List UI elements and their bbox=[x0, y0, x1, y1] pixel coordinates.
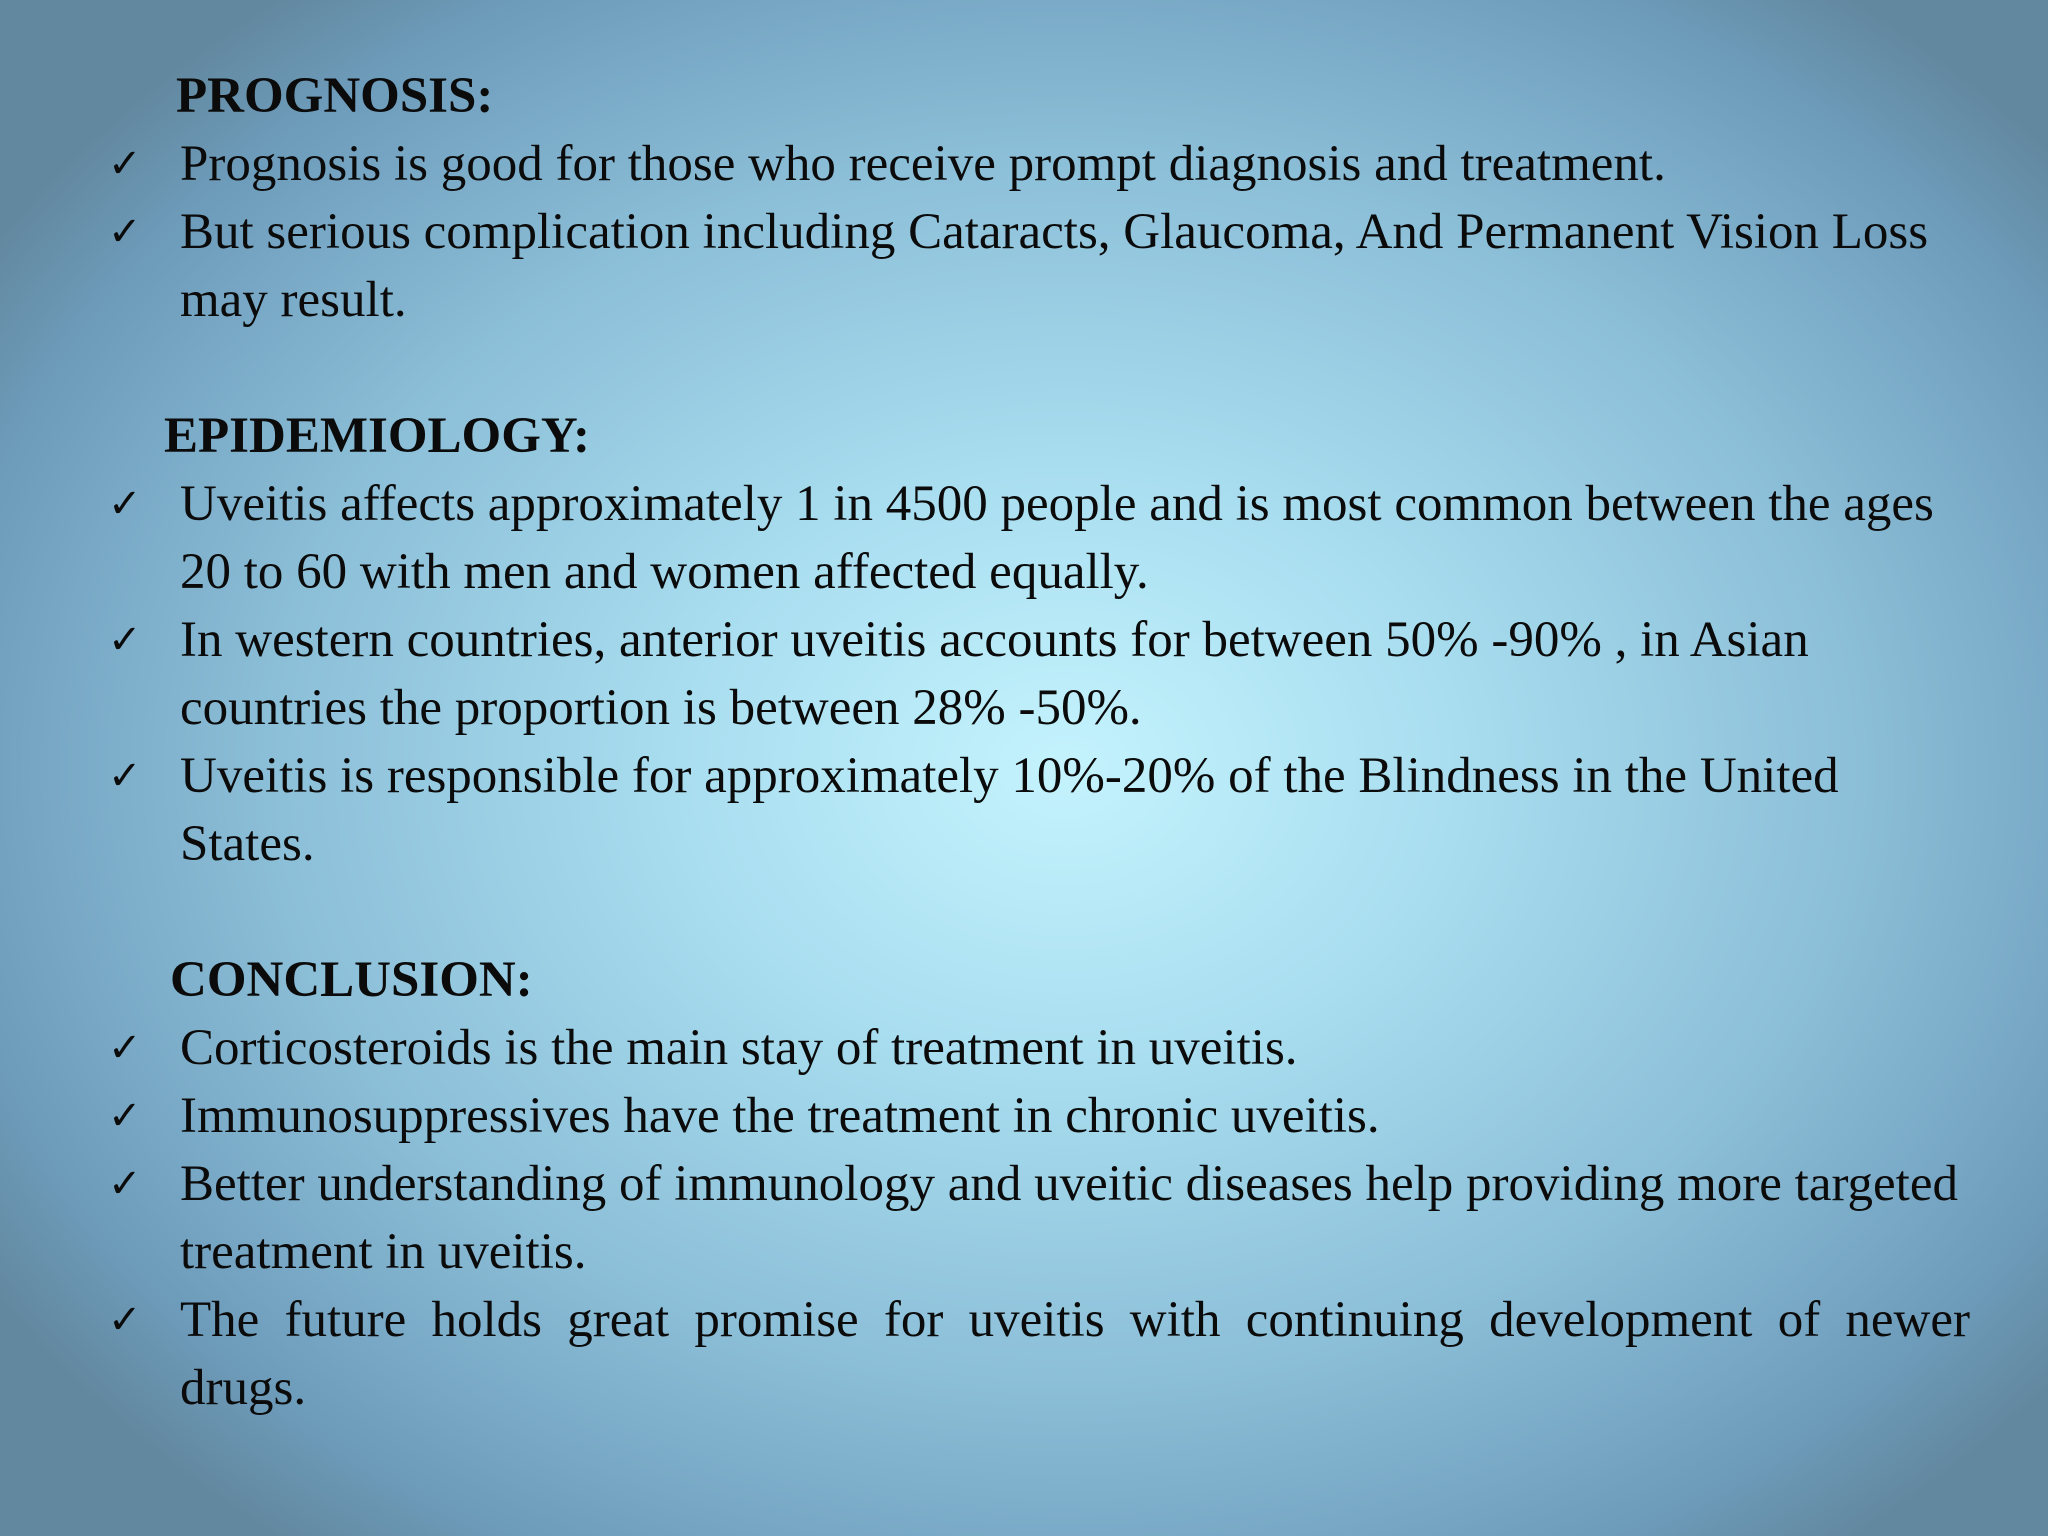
checkmark-icon: ✓ bbox=[108, 617, 142, 663]
checkmark-icon: ✓ bbox=[108, 209, 142, 255]
list-item bbox=[100, 198, 1970, 334]
list-item-text: In western countries, anterior uveitis accounts for between 50% -90% , in Asian countries the proportion is between 28% -50%. bbox=[180, 612, 1809, 736]
epidemiology-heading: EPIDEMIOLOGY: bbox=[164, 408, 591, 464]
checkmark-icon: ✓ bbox=[108, 753, 142, 799]
slide-content bbox=[100, 62, 1970, 1422]
prognosis-heading: PROGNOSIS: bbox=[176, 68, 494, 124]
list-item bbox=[100, 470, 1970, 606]
list-item bbox=[100, 1286, 1970, 1422]
conclusion-section bbox=[100, 946, 1970, 1422]
list-item-text: Better understanding of immunology and uveitic diseases help providing more targeted treatment in uveitis. bbox=[180, 1156, 1958, 1280]
list-item bbox=[100, 742, 1970, 878]
list-item bbox=[100, 130, 1970, 198]
list-item bbox=[100, 1082, 1970, 1150]
list-item-text: Uveitis affects approximately 1 in 4500 people and is most common between the ages 20 to 60 with men and women affected equally. bbox=[180, 476, 1934, 600]
list-item-text: Uveitis is responsible for approximately 10%-20% of the Blindness in the United States. bbox=[180, 748, 1839, 872]
checkmark-icon: ✓ bbox=[108, 1161, 142, 1207]
list-item-text: Prognosis is good for those who receive prompt diagnosis and treatment. bbox=[180, 136, 1666, 192]
list-item bbox=[100, 1014, 1970, 1082]
list-item bbox=[100, 1150, 1970, 1286]
list-item-text: Immunosuppressives have the treatment in chronic uveitis. bbox=[180, 1088, 1380, 1144]
checkmark-icon: ✓ bbox=[108, 1297, 142, 1343]
checkmark-icon: ✓ bbox=[108, 1025, 142, 1071]
checkmark-icon: ✓ bbox=[108, 1093, 142, 1139]
list-item-text: The future holds great promise for uveitis with continuing development of newer drugs. bbox=[180, 1292, 1970, 1416]
checkmark-icon: ✓ bbox=[108, 141, 142, 187]
checkmark-icon: ✓ bbox=[108, 481, 142, 527]
list-item bbox=[100, 606, 1970, 742]
list-item-text: Corticosteroids is the main stay of treatment in uveitis. bbox=[180, 1020, 1298, 1076]
conclusion-heading: CONCLUSION: bbox=[170, 952, 533, 1008]
epidemiology-section bbox=[100, 402, 1970, 878]
prognosis-section bbox=[100, 62, 1970, 334]
list-item-text: But serious complication including Cataracts, Glaucoma, And Permanent Vision Loss may result. bbox=[180, 204, 1929, 328]
